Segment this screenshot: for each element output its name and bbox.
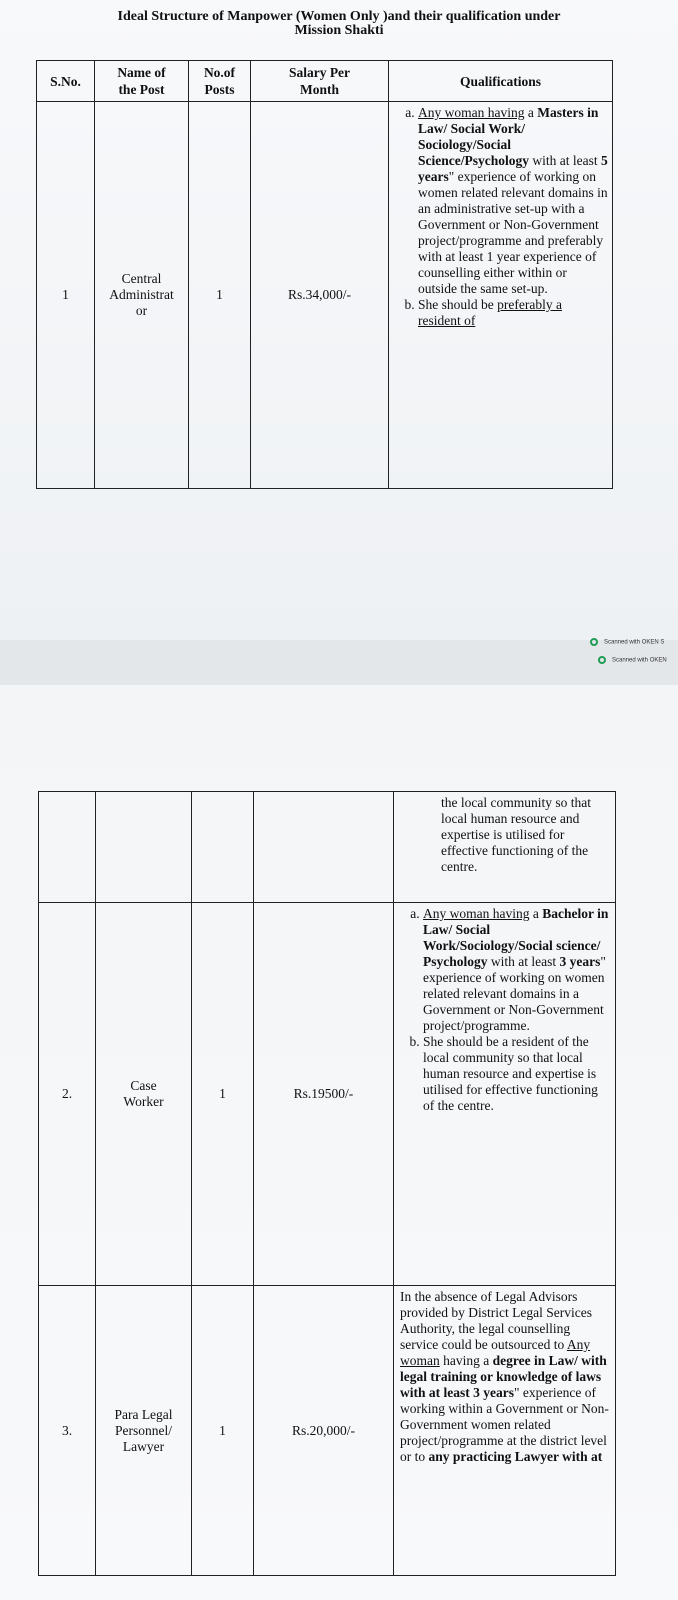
row2-post-name: Case Worker <box>96 903 192 1286</box>
document-title-line-2: Mission Shakti <box>294 23 384 38</box>
document-title-line-1: Ideal Structure of Manpower (Women Only )and their qualification under <box>117 9 561 24</box>
row1-qualifications <box>389 102 613 489</box>
table-row <box>39 903 616 1286</box>
row1-cont-post-name <box>96 792 192 903</box>
row3-salary: Rs.20,000/- <box>254 1286 394 1576</box>
row2-qualifications <box>394 903 616 1286</box>
table-row <box>37 102 613 489</box>
row2-qualification-a: a. Any woman having a Bachelor in Law/ Social Work/Sociology/Social science/ Psychology with at least 3 years" experience of working on women related relevant domains in a Government or Non-Government project/programme. <box>423 906 611 1034</box>
row1-cont-posts <box>192 792 254 903</box>
row3-posts: 1 <box>192 1286 254 1576</box>
row1-sno: 1 <box>37 102 95 489</box>
row1-post-name: Central Administrat or <box>95 102 189 489</box>
manpower-table-part-1 <box>36 60 613 489</box>
table-header-row <box>37 61 613 102</box>
table-row <box>39 1286 616 1576</box>
header-salary: Salary Per Month <box>251 61 389 102</box>
scanner-watermark-1: Scanned with OKEN S <box>590 638 664 646</box>
row2-sno: 2. <box>39 903 96 1286</box>
row3-sno: 3. <box>39 1286 96 1576</box>
row2-posts: 1 <box>192 903 254 1286</box>
scanner-logo-icon <box>590 638 598 646</box>
row1-cont-qualifications: the local community so that local human resource and expertise is utilised for effective functioning of the centre. <box>394 792 616 903</box>
manpower-table-part-2 <box>38 791 616 1576</box>
document-page-1 <box>0 0 678 640</box>
scanner-logo-icon <box>598 656 606 664</box>
row1-posts: 1 <box>189 102 251 489</box>
row3-qualifications: In the absence of Legal Advisors provided by District Legal Services Authority, the legal counselling service could be outsourced to Any woman having a degree in Law/ with legal training or knowledge of laws with at least 3 years" experience of working within a Government or Non-Government women related project/programme at the district level or to any practicing Lawyer with at <box>394 1286 616 1576</box>
row1-qualification-b: b. She should be preferably a resident of <box>418 297 608 329</box>
row2-salary: Rs.19500/- <box>254 903 394 1286</box>
row3-post-name: Para Legal Personnel/ Lawyer <box>96 1286 192 1576</box>
row1-cont-salary <box>254 792 394 903</box>
page-separator <box>0 640 678 685</box>
row1-cont-sno <box>39 792 96 903</box>
row2-qualification-b: b. She should be a resident of the local community so that local human resource and expertise is utilised for effective functioning of the centre. <box>423 1034 611 1114</box>
header-qualifications: Qualifications <box>389 61 613 102</box>
scanner-watermark-2: Scanned with OKEN <box>598 656 667 664</box>
document-page-2 <box>0 685 678 1600</box>
header-name-of-post: Name of the Post <box>95 61 189 102</box>
table-row <box>39 792 616 903</box>
row1-qualification-a: a. Any woman having a Masters in Law/ Social Work/ Sociology/Social Science/Psychology with at least 5 years" experience of working on women related relevant domains in an administrative set-up with a Government or Non-Government project/programme and preferably with at least 1 year experience of counselling either within or outside the same set-up. <box>418 105 608 297</box>
header-no-of-posts: No.of Posts <box>189 61 251 102</box>
header-sno: S.No. <box>37 61 95 102</box>
row1-salary: Rs.34,000/- <box>251 102 389 489</box>
